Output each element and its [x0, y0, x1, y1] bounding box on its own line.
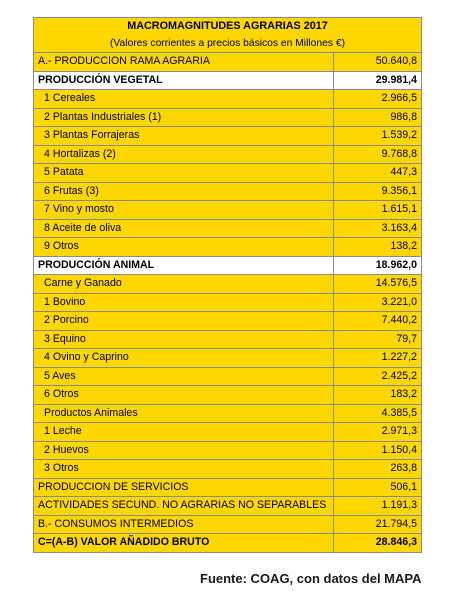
table-row — [34, 219, 422, 238]
row-label: 4 Ovino y Caprino — [34, 349, 334, 368]
row-label: 1 Cereales — [34, 90, 334, 109]
table-row — [34, 238, 422, 257]
row-label: C=(A-B) VALOR AÑADIDO BRUTO — [34, 534, 334, 553]
row-label: Productos Animales — [34, 404, 334, 423]
table-row — [34, 404, 422, 423]
table-row — [34, 127, 422, 146]
row-value: 79,7 — [334, 330, 422, 349]
row-value: 1.539,2 — [334, 127, 422, 146]
table-row — [34, 441, 422, 460]
row-label: 3 Otros — [34, 460, 334, 479]
row-label: 7 Vino y mosto — [34, 201, 334, 220]
row-value: 18.962,0 — [334, 256, 422, 275]
row-label: Carne y Ganado — [34, 275, 334, 294]
row-label: 1 Bovino — [34, 293, 334, 312]
row-label: 4 Hortalizas (2) — [34, 145, 334, 164]
row-label: A.- PRODUCCION RAMA AGRARIA — [34, 53, 334, 72]
row-value: 138,2 — [334, 238, 422, 257]
row-value: 9.356,1 — [334, 182, 422, 201]
row-value: 28.846,3 — [334, 534, 422, 553]
row-value: 2.966,5 — [334, 90, 422, 109]
table-row — [34, 515, 422, 534]
row-value: 1.150,4 — [334, 441, 422, 460]
row-value: 29.981,4 — [334, 71, 422, 90]
row-value: 986,8 — [334, 108, 422, 127]
table-row — [34, 330, 422, 349]
row-label: 1 Leche — [34, 423, 334, 442]
row-value: 2.971,3 — [334, 423, 422, 442]
table-header-cell — [34, 18, 422, 53]
row-value: 3.221,0 — [334, 293, 422, 312]
row-value: 1.615,1 — [334, 201, 422, 220]
table-row — [34, 182, 422, 201]
row-value: 263,8 — [334, 460, 422, 479]
row-value: 14.576,5 — [334, 275, 422, 294]
row-label: ACTIVIDADES SECUND. NO AGRARIAS NO SEPARABLES — [34, 497, 334, 516]
row-label: 3 Plantas Forrajeras — [34, 127, 334, 146]
row-label: 2 Porcino — [34, 312, 334, 331]
table-row — [34, 386, 422, 405]
row-label: 2 Huevos — [34, 441, 334, 460]
table-row — [34, 460, 422, 479]
table-row — [34, 423, 422, 442]
row-label: 6 Otros — [34, 386, 334, 405]
table-row — [34, 201, 422, 220]
row-value: 1.191,3 — [334, 497, 422, 516]
row-value: 9.768,8 — [334, 145, 422, 164]
table-row — [34, 534, 422, 553]
table-row — [34, 293, 422, 312]
macromagnitudes-table — [33, 17, 422, 553]
row-value: 183,2 — [334, 386, 422, 405]
table-row — [34, 275, 422, 294]
table-row — [34, 145, 422, 164]
table-container — [33, 17, 421, 553]
table-row — [34, 497, 422, 516]
table-row — [34, 478, 422, 497]
table-body — [34, 53, 422, 553]
row-label: B.- CONSUMOS INTERMEDIOS — [34, 515, 334, 534]
row-label: 3 Equino — [34, 330, 334, 349]
table-title: MACROMAGNITUDES AGRARIAS 2017 — [127, 20, 328, 32]
table-row — [34, 108, 422, 127]
row-value: 7.440,2 — [334, 312, 422, 331]
row-value: 506,1 — [334, 478, 422, 497]
row-value: 21.794,5 — [334, 515, 422, 534]
row-value: 3.163,4 — [334, 219, 422, 238]
row-value: 1.227,2 — [334, 349, 422, 368]
table-header-row — [34, 18, 422, 53]
table-row — [34, 164, 422, 183]
row-value: 2.425,2 — [334, 367, 422, 386]
row-value: 4.385,5 — [334, 404, 422, 423]
row-label: 6 Frutas (3) — [34, 182, 334, 201]
table-row — [34, 53, 422, 72]
row-label: PRODUCCIÓN VEGETAL — [34, 71, 334, 90]
row-label: 5 Patata — [34, 164, 334, 183]
row-value: 50.640,8 — [334, 53, 422, 72]
row-label: 9 Otros — [34, 238, 334, 257]
row-label: 5 Aves — [34, 367, 334, 386]
table-subtitle: (Valores corrientes a precios básicos en Millones €) — [109, 38, 346, 49]
source-note: Fuente: COAG, con datos del MAPA — [200, 571, 422, 586]
table-row — [34, 312, 422, 331]
table-row — [34, 256, 422, 275]
row-label: PRODUCCIÓN ANIMAL — [34, 256, 334, 275]
table-row — [34, 367, 422, 386]
table-row — [34, 71, 422, 90]
row-label: PRODUCCION DE SERVICIOS — [34, 478, 334, 497]
row-label: 2 Plantas Industriales (1) — [34, 108, 334, 127]
table-row — [34, 90, 422, 109]
row-value: 447,3 — [334, 164, 422, 183]
row-label: 8 Aceite de oliva — [34, 219, 334, 238]
table-row — [34, 349, 422, 368]
